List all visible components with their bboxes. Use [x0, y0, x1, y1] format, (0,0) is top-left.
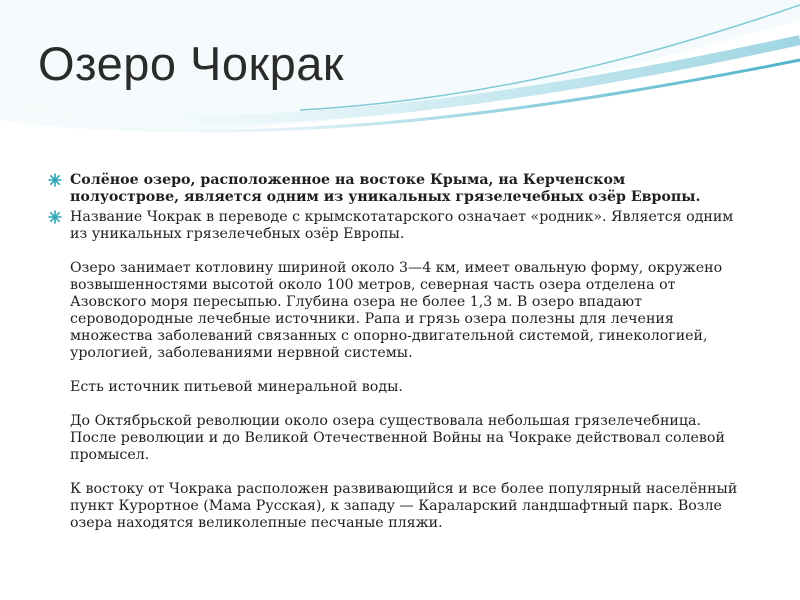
paragraph-history: До Октябрьской революции около озера существовала небольшая грязелечебница. После революции и до Великой Отечественной Войны на Чокраке действовал солевой промысел.: [70, 413, 725, 463]
paragraph-surroundings: К востоку от Чокрака расположен развивающийся и все более популярный населённый пункт Курортное (Мама Русская), к западу — Караларский ландшафтный парк. Возле озера находятся великолепные песчаные пляжи.: [70, 481, 738, 531]
bullet-item: [48, 209, 738, 532]
paragraph-mineral-water: Есть источник питьевой минеральной воды.: [70, 379, 403, 395]
sparkle-bullet-icon: [48, 173, 62, 187]
slide-title: Озеро Чокрак: [38, 37, 344, 90]
slide-content: [48, 172, 738, 535]
sparkle-bullet-icon: [48, 210, 62, 224]
bullet-text: Солёное озеро, расположенное на востоке Крыма, на Керченском полуострове, является одним из уникальных грязелечебных озёр Европы.: [70, 172, 701, 205]
bullet-item: [48, 172, 738, 206]
paragraph-geography: Озеро занимает котловину шириной около 3—4 км, имеет овальную форму, окружено возвышенностями высотой около 100 метров, северная часть озера отделена от Азовского моря пересыпью. Глубина озера не более 1,3 м. В озеро впадают сероводородные лечебные источники. Рапа и грязь озера полезны для лечения множества заболеваний связанных с опорно-двигательной системой, гинекологией, урологией, заболеваниями нервной системы.: [70, 260, 723, 361]
paragraph-name-meaning: Название Чокрак в переводе с крымскотатарского означает «родник». Является одним из уникальных грязелечебных озёр Европы.: [70, 209, 734, 242]
